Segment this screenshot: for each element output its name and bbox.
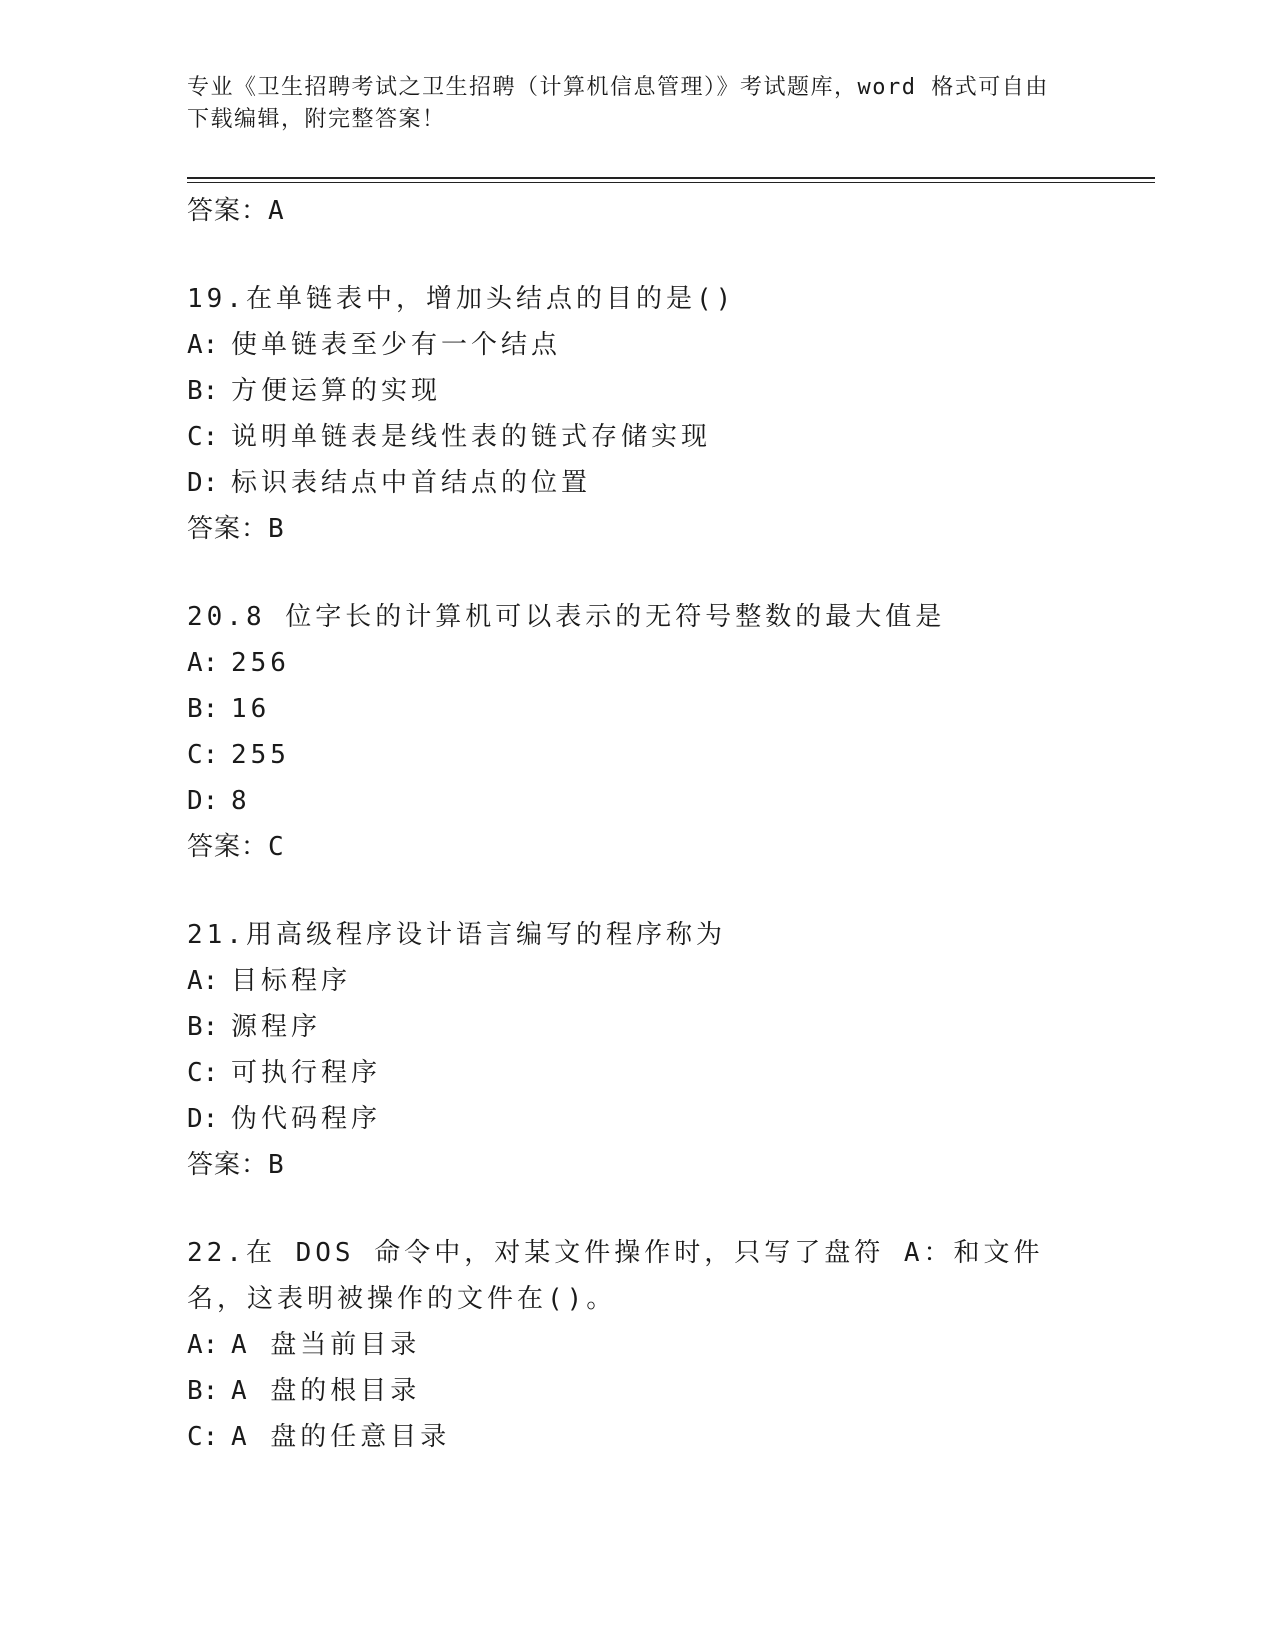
header-rule-thick (187, 177, 1155, 179)
option-key: C: (187, 740, 219, 770)
option-a (187, 640, 1087, 686)
question-number: 21. (187, 920, 246, 950)
answer-line (187, 506, 1087, 552)
question-text (187, 912, 1087, 958)
option-text: 源程序 (231, 1012, 322, 1042)
answer-label: 答案： (187, 196, 269, 226)
question-body: 在单链表中，增加头结点的目的是() (245, 284, 736, 314)
document-intro: 专业《卫生招聘考试之卫生招聘（计算机信息管理）》考试题库，word 格式可自由下载编辑，附完整答案！ (187, 75, 1049, 132)
option-text: 使单链表至少有一个结点 (231, 330, 562, 360)
answer-line (187, 188, 1087, 234)
option-a (187, 322, 1087, 368)
answer-line (187, 824, 1087, 870)
option-text: 256 (231, 648, 290, 678)
option-key: A: (187, 648, 219, 678)
option-key: C: (187, 1422, 219, 1452)
question-body: 用高级程序设计语言编写的程序称为 (245, 920, 726, 950)
option-key: B: (187, 694, 219, 724)
question-block (187, 594, 1087, 870)
option-text: 标识表结点中首结点的位置 (231, 468, 592, 498)
header-rule-thin (187, 182, 1155, 183)
option-b (187, 1004, 1087, 1050)
option-text: 8 (231, 786, 251, 816)
option-key: D: (187, 786, 219, 816)
answer-value: B (268, 1150, 285, 1180)
question-list (187, 188, 1087, 1460)
option-key: B: (187, 376, 219, 406)
question-body: 8 位字长的计算机可以表示的无符号整数的最大值是 (245, 602, 946, 632)
answer-line (187, 1142, 1087, 1188)
option-text: A 盘的根目录 (231, 1376, 421, 1406)
question-text (187, 1230, 1087, 1322)
option-d (187, 1096, 1087, 1142)
option-text: 方便运算的实现 (231, 376, 442, 406)
option-c (187, 1414, 1087, 1460)
question-block (187, 276, 1087, 552)
option-b (187, 1368, 1087, 1414)
answer-label: 答案： (187, 832, 269, 862)
option-a (187, 958, 1087, 1004)
option-d (187, 460, 1087, 506)
option-key: A: (187, 1330, 219, 1360)
option-b (187, 686, 1087, 732)
question-number: 19. (187, 284, 246, 314)
option-key: C: (187, 422, 219, 452)
option-text: A 盘的任意目录 (231, 1422, 451, 1452)
option-key: B: (187, 1012, 219, 1042)
option-key: B: (187, 1376, 219, 1406)
option-key: D: (187, 468, 219, 498)
option-text: 255 (231, 740, 290, 770)
option-text: 可执行程序 (231, 1058, 382, 1088)
option-c (187, 1050, 1087, 1096)
question-text (187, 594, 1087, 640)
answer-value: C (268, 832, 285, 862)
answer-label: 答案： (187, 1150, 269, 1180)
option-text: A 盘当前目录 (231, 1330, 421, 1360)
answer-value: B (268, 514, 285, 544)
question-text (187, 276, 1087, 322)
question-body: 在 DOS 命令中，对某文件操作时，只写了盘符 A：和文件名，这表明被操作的文件在()。 (187, 1238, 1044, 1314)
option-text: 说明单链表是线性表的链式存储实现 (231, 422, 712, 452)
option-c (187, 414, 1087, 460)
question-block (187, 1230, 1087, 1460)
question-number: 22. (187, 1238, 246, 1268)
option-text: 伪代码程序 (231, 1104, 382, 1134)
option-key: A: (187, 966, 219, 996)
option-text: 目标程序 (231, 966, 352, 996)
option-d (187, 778, 1087, 824)
option-b (187, 368, 1087, 414)
answer-value: A (268, 196, 285, 226)
option-a (187, 1322, 1087, 1368)
question-block (187, 912, 1087, 1188)
answer-label: 答案： (187, 514, 269, 544)
option-key: C: (187, 1058, 219, 1088)
option-text: 16 (231, 694, 271, 724)
option-key: D: (187, 1104, 219, 1134)
option-c (187, 732, 1087, 778)
question-number: 20. (187, 602, 246, 632)
option-key: A: (187, 330, 219, 360)
